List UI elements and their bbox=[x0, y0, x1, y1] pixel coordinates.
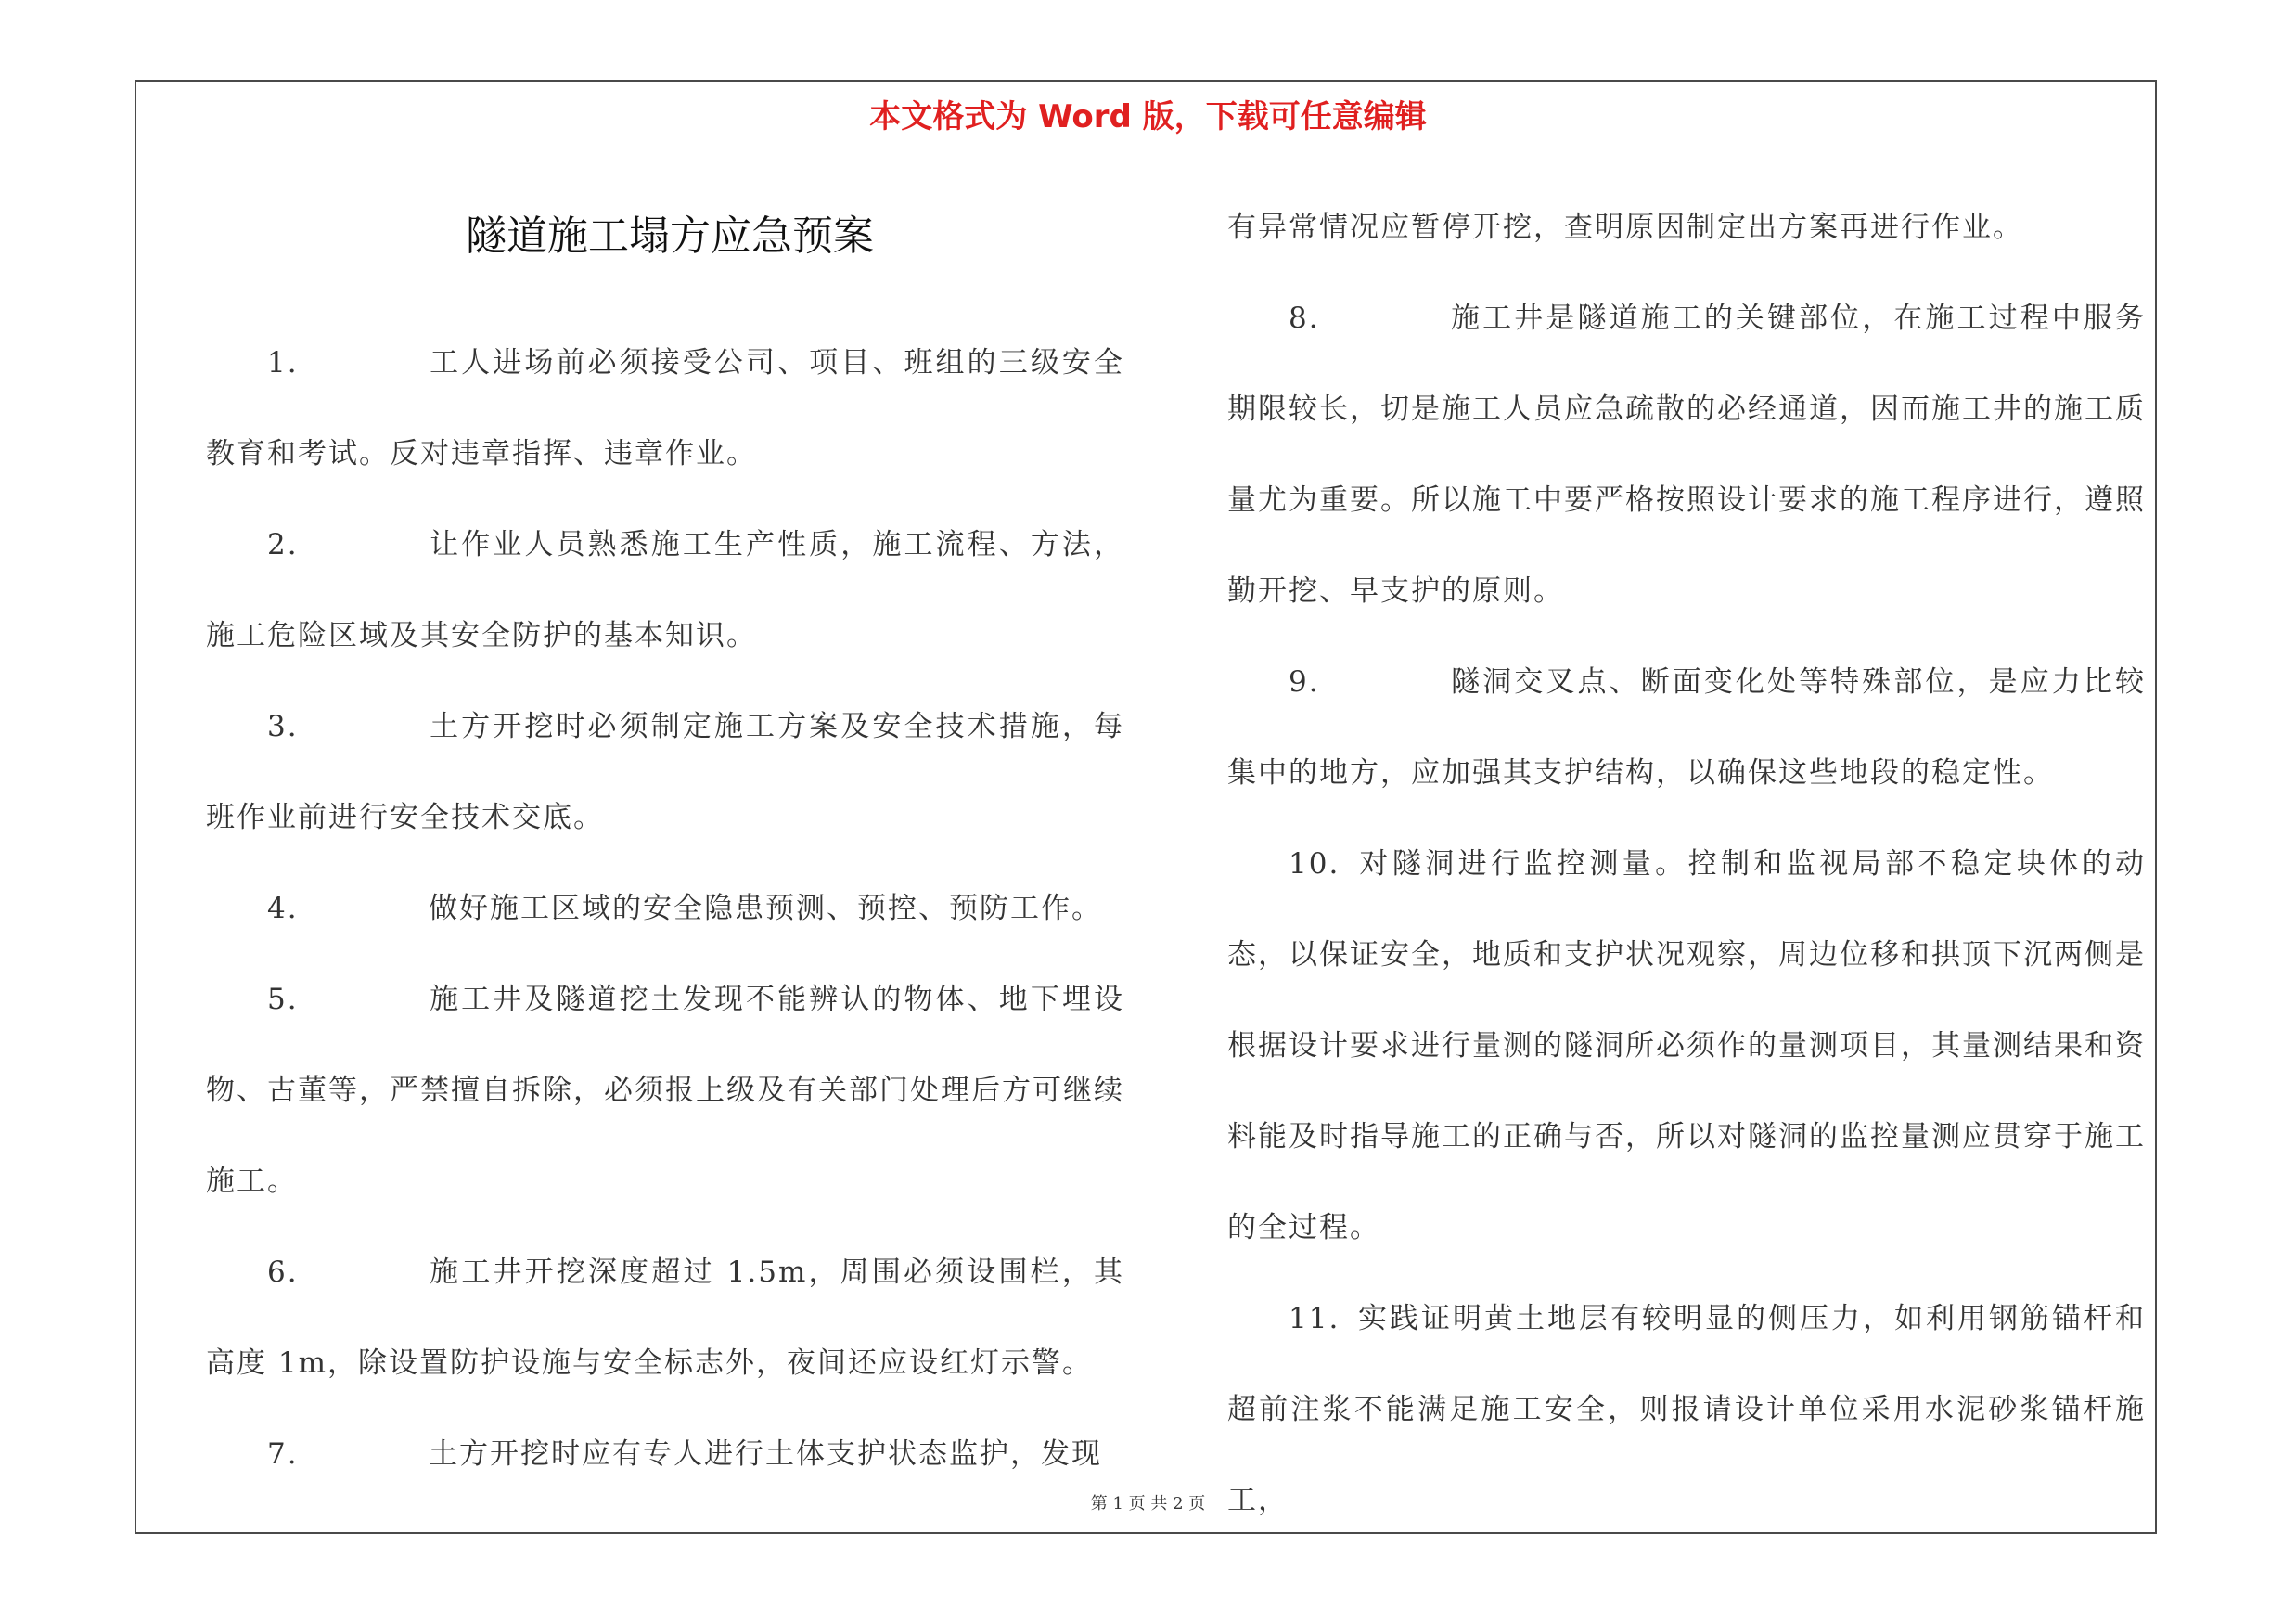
list-item bbox=[1227, 637, 2146, 818]
list-item bbox=[206, 1409, 1124, 1500]
item-text: 对隧洞进行监控测量。控制和监视局部不稳定块体的动态，以保证安全，地质和支护状况观察，周边位移和拱顶下沉两侧是根据设计要求进行量测的隧洞所必须作的量测项目，其量测结果和资料能及时指导施工的正确与否，所以对隧洞的监控量测应贯穿于施工的全过程。 bbox=[1227, 847, 2146, 1244]
document-title: 隧道施工塌方应急预案 bbox=[466, 213, 874, 260]
list-item bbox=[206, 317, 1124, 499]
item-number: 4. bbox=[267, 892, 299, 925]
item-number: 11. bbox=[1289, 1302, 1340, 1335]
item-text: 施工井及隧道挖土发现不能辨认的物体、地下埋设物、古董等，严禁擅自拆除，必须报上级及有关部门处理后方可继续施工。 bbox=[206, 983, 1124, 1198]
list-item bbox=[1227, 273, 2146, 637]
item-number: 6. bbox=[267, 1256, 299, 1289]
item-text: 实践证明黄土地层有较明显的侧压力，如利用钢筋锚杆和超前注浆不能满足施工安全，则报请设计单位采用水泥砂浆锚杆施工， bbox=[1227, 1302, 2146, 1517]
item-text: 土方开挖时必须制定施工方案及安全技术措施，每班作业前进行安全技术交底。 bbox=[206, 710, 1124, 834]
list-item bbox=[206, 863, 1124, 954]
list-item bbox=[206, 1227, 1124, 1409]
item-number: 3. bbox=[267, 710, 299, 743]
list-item bbox=[1227, 818, 2146, 1273]
item-text: 工人进场前必须接受公司、项目、班组的三级安全教育和考试。反对违章指挥、违章作业。 bbox=[206, 346, 1124, 470]
item-text: 隧洞交叉点、断面变化处等特殊部位，是应力比较集中的地方，应加强其支护结构，以确保这些地段的稳定性。 bbox=[1227, 665, 2146, 790]
item-text: 土方开挖时应有专人进行土体支护状态监护，发现 bbox=[429, 1437, 1102, 1471]
item-number: 2. bbox=[267, 528, 299, 561]
page-footer: 第 1 页 共 2 页 bbox=[1090, 1494, 1206, 1514]
list-item bbox=[206, 681, 1124, 863]
continued-text: 有异常情况应暂停开挖，查明原因制定出方案再进行作业。 bbox=[1227, 211, 2023, 244]
left-column bbox=[206, 317, 1124, 1500]
format-banner: 本文格式为 Word 版，下载可任意编辑 bbox=[869, 98, 1427, 135]
item-number: 10. bbox=[1289, 847, 1340, 881]
list-item bbox=[206, 499, 1124, 681]
item-number: 8. bbox=[1289, 302, 1320, 335]
item-number: 7. bbox=[267, 1437, 299, 1471]
item-text: 施工井开挖深度超过 1.5m，周围必须设围栏，其高度 1m，除设置防护设施与安全标志外，夜间还应设红灯示警。 bbox=[206, 1256, 1124, 1380]
item-number: 1. bbox=[267, 346, 299, 380]
right-column bbox=[1227, 182, 2146, 1546]
list-item bbox=[206, 954, 1124, 1227]
item-text: 施工井是隧道施工的关键部位，在施工过程中服务期限较长，切是施工人员应急疏散的必经通道，因而施工井的施工质量尤为重要。所以施工中要严格按照设计要求的施工程序进行，遵照勤开挖、早支护的原则。 bbox=[1227, 302, 2146, 608]
item-text: 做好施工区域的安全隐患预测、预控、预防工作。 bbox=[429, 892, 1102, 925]
item-number: 9. bbox=[1289, 665, 1320, 699]
item-text: 让作业人员熟悉施工生产性质，施工流程、方法，施工危险区域及其安全防护的基本知识。 bbox=[206, 528, 1124, 652]
item-number: 5. bbox=[267, 983, 299, 1016]
